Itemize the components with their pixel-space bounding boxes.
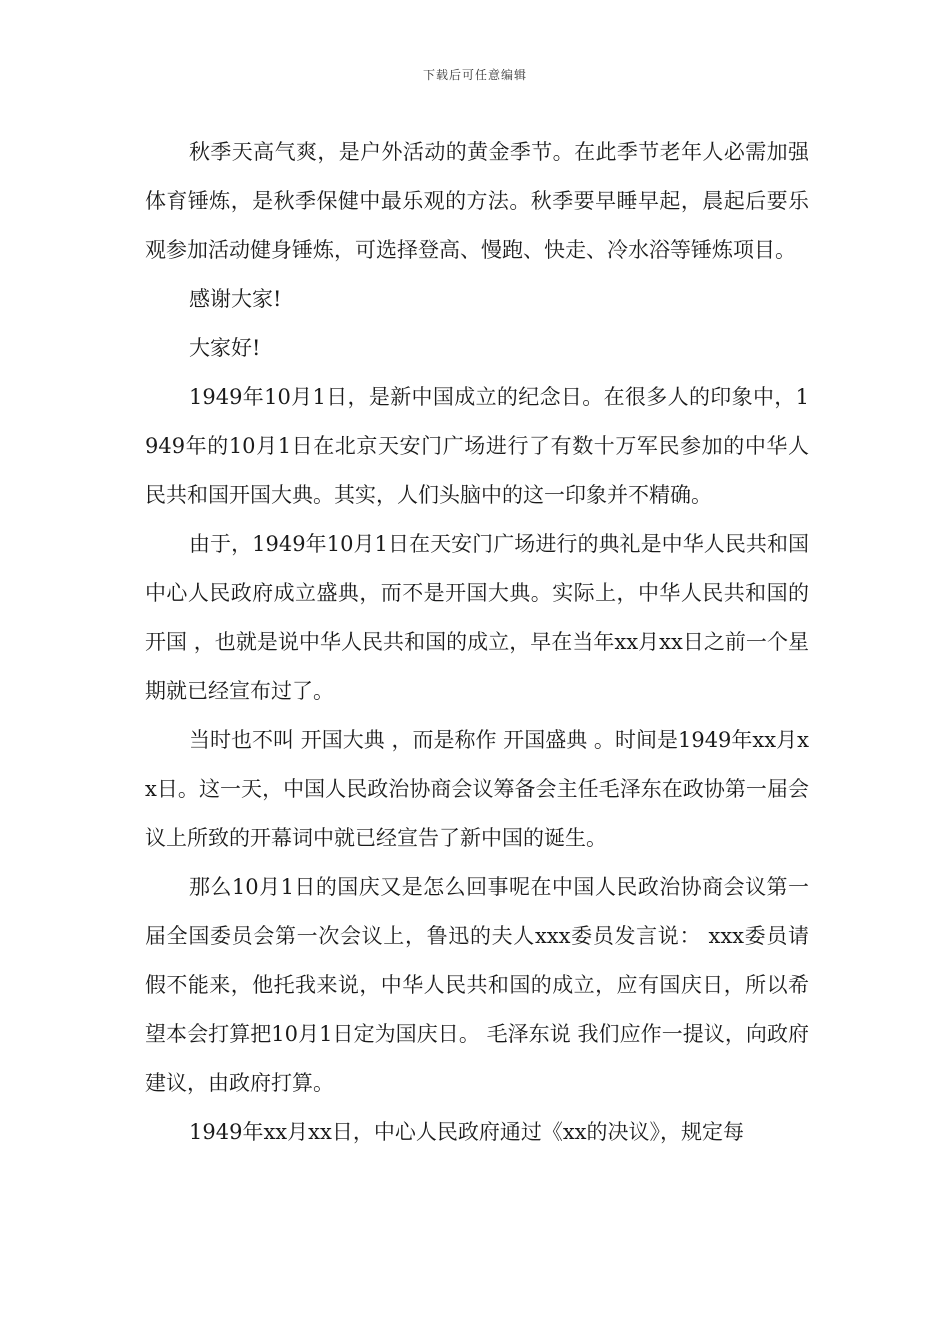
paragraph-founding-ceremony: 当时也不叫 开国大典 ，而是称作 开国盛典 。时间是1949年xx月xx日。这一天，中国人民政治协商会议筹备会主任毛泽东在政协第一届会议上所致的开幕词中就已经宣告了新中国的诞生。 bbox=[145, 728, 809, 850]
document-body bbox=[145, 128, 809, 1157]
paragraph-resolution: 1949年xx月xx日，中心人民政府通过《xx的决议》，规定每 bbox=[189, 1120, 745, 1144]
paragraph-autumn-exercise: 秋季天高气爽，是户外活动的黄金季节。在此季节老年人必需加强体育锤炼，是秋季保健中最乐观的方法。秋季要早睡早起，晨起后要乐观参加活动健身锤炼，可选择登高、慢跑、快走、冷水浴等锤炼项目。 bbox=[145, 140, 809, 262]
paragraph-national-day-intro: 1949年10月1日，是新中国成立的纪念日。在很多人的印象中，1949年的10月1日在北京天安门广场进行了有数十万军民参加的中华人民共和国开国大典。其实，人们头脑中的这一印象并不精确。 bbox=[145, 385, 809, 507]
paragraph-ceremony-explanation: 由于，1949年10月1日在天安门广场进行的典礼是中华人民共和国中心人民政府成立盛典，而不是开国大典。实际上，中华人民共和国的 开国 ，也就是说中华人民共和国的成立，早在当年xx月xx日之前一个星期就已经宣布过了。 bbox=[145, 532, 809, 703]
paragraph-thanks: 感谢大家! bbox=[189, 287, 282, 311]
paragraph-national-day-origin: 那么10月1日的国庆又是怎么回事呢在中国人民政治协商会议第一届全国委员会第一次会议上，鲁迅的夫人xxx委员发言说： xxx委员请假不能来，他托我来说，中华人民共和国的成立，应有国庆日，所以希望本会打算把10月1日定为国庆日。 毛泽东说 我们应作一提议，向政府建议，由政府打算。 bbox=[145, 875, 809, 1095]
page-header: 下载后可任意编辑 bbox=[422, 68, 527, 82]
paragraph-greeting: 大家好! bbox=[189, 336, 261, 360]
